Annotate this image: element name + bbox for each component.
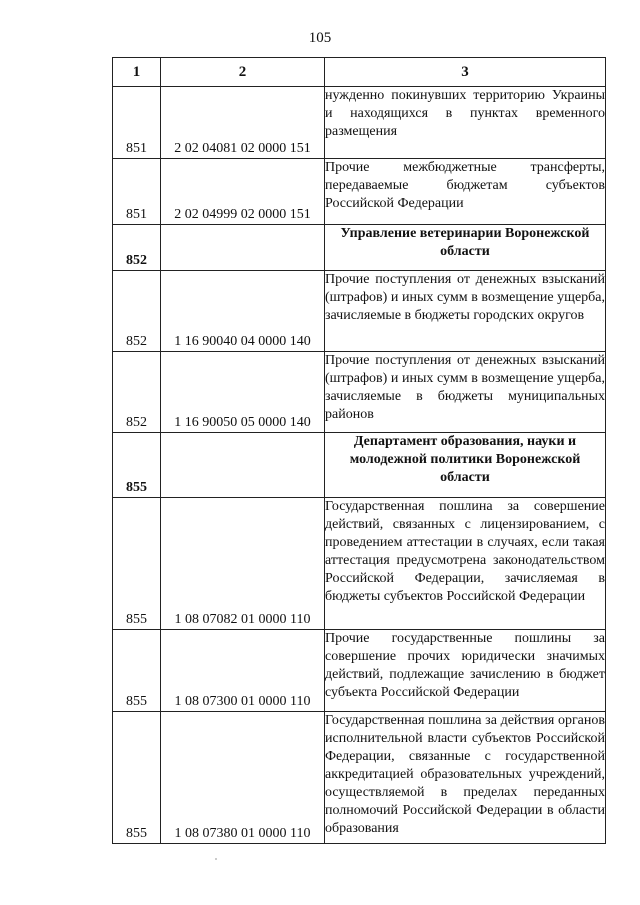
admin-code-cell: 855 (113, 433, 161, 498)
admin-code-cell: 852 (113, 225, 161, 271)
section-heading-row (113, 225, 606, 271)
budget-code-cell: 2 02 04999 02 0000 151 (161, 159, 325, 225)
admin-code-cell: 855 (113, 498, 161, 630)
admin-code-cell: 852 (113, 352, 161, 433)
admin-code-cell: 851 (113, 87, 161, 159)
column-header-1: 1 (113, 58, 161, 87)
table-row (113, 271, 606, 352)
table-row (113, 630, 606, 712)
page-number: 105 (308, 30, 332, 46)
budget-code-cell (161, 225, 325, 271)
budget-code-cell: 1 08 07300 01 0000 110 (161, 630, 325, 712)
budget-code-cell: 1 16 90050 05 0000 140 (161, 352, 325, 433)
table-row (113, 712, 606, 844)
description-cell: Прочие поступления от денежных взысканий (штрафов) и иных сумм в возмещение ущерба, зачисляемые в бюджеты городских округов (325, 271, 606, 352)
description-cell: Государственная пошлина за совершение действий, связанных с лицензированием, с проведением аттестации в случаях, если такая аттестация предусмотрена законодательством Российской Федерации, зачисляемая в бюджеты субъектов Российской Федерации (325, 498, 606, 630)
budget-code-cell: 1 08 07380 01 0000 110 (161, 712, 325, 844)
budget-code-cell: 1 08 07082 01 0000 110 (161, 498, 325, 630)
budget-classification-table (112, 57, 606, 844)
table-row (113, 87, 606, 159)
description-cell: Прочие государственные пошлины за совершение прочих юридически значимых действий, подлежащие зачислению в бюджет субъекта Российской Федерации (325, 630, 606, 712)
admin-code-cell: 855 (113, 712, 161, 844)
table-row (113, 159, 606, 225)
description-cell: нужденно покинувших территорию Украины и находящихся в пунктах временного размещения (325, 87, 606, 159)
section-heading: Департамент образования, науки и молодежной политики Воронежской области (325, 433, 606, 498)
budget-code-cell: 1 16 90040 04 0000 140 (161, 271, 325, 352)
column-header-2: 2 (161, 58, 325, 87)
description-cell: Прочие поступления от денежных взысканий (штрафов) и иных сумм в возмещение ущерба, зачисляемые в бюджеты муниципальных районов (325, 352, 606, 433)
column-header-3: 3 (325, 58, 606, 87)
table-row (113, 498, 606, 630)
budget-code-cell (161, 433, 325, 498)
budget-code-cell: 2 02 04081 02 0000 151 (161, 87, 325, 159)
admin-code-cell: 855 (113, 630, 161, 712)
table-row (113, 352, 606, 433)
description-cell: Государственная пошлина за действия органов исполнительной власти субъектов Российской Федерации, связанные с государственной аккредитацией образовательных учреждений, осуществляемой в пределах переданных полномочий Российской Федерации в области образования (325, 712, 606, 844)
admin-code-cell: 852 (113, 271, 161, 352)
admin-code-cell: 851 (113, 159, 161, 225)
scan-speck (215, 858, 217, 860)
description-cell: Прочие межбюджетные трансферты, передаваемые бюджетам субъектов Российской Федерации (325, 159, 606, 225)
section-heading-row (113, 433, 606, 498)
table-header-row (113, 58, 606, 87)
section-heading: Управление ветеринарии Воронежской области (325, 225, 606, 271)
